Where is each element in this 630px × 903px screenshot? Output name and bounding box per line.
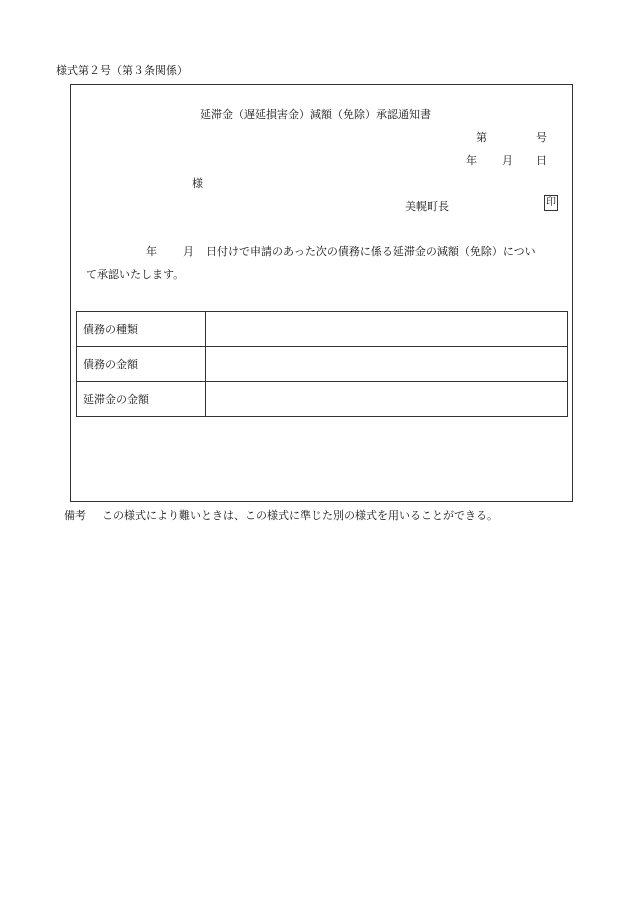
body-year-label: 年: [146, 245, 157, 258]
date-day-label: 日: [536, 154, 547, 167]
late-fee-amount-value: [206, 382, 568, 417]
seal-mark: 印: [544, 195, 558, 211]
form-frame: [70, 84, 573, 502]
date-year-label: 年: [466, 154, 477, 167]
issuer-name: 美幌町長: [405, 200, 449, 213]
document-number-label: 第: [476, 131, 487, 144]
debt-amount-value: [206, 347, 568, 382]
table-row: [77, 347, 568, 382]
date-month-label: 月: [502, 154, 513, 167]
debt-type-label: 債務の種類: [77, 312, 206, 347]
debt-amount-label: 債務の金額: [77, 347, 206, 382]
form-number-label: 様式第２号（第３条関係）: [56, 64, 188, 77]
body-text-line2: て承認いたします。: [86, 268, 185, 281]
debt-detail-table: [76, 311, 568, 417]
table-row: [77, 382, 568, 417]
document-title: 延滞金（遅延損害金）減額（免除）承認通知書: [200, 108, 431, 121]
addressee-suffix: 様: [192, 177, 203, 190]
table-row: [77, 312, 568, 347]
document-number-suffix: 号: [536, 131, 547, 144]
body-month-label: 月: [183, 245, 194, 258]
late-fee-amount-label: 延滞金の金額: [77, 382, 206, 417]
body-text-line1: 日付けで申請のあった次の債務に係る延滞金の減額（免除）につい: [206, 245, 536, 258]
remark-text: この様式により難いときは、この様式に準じた別の様式を用いることができる。: [102, 509, 498, 522]
debt-type-value: [206, 312, 568, 347]
remark-label: 備考: [64, 509, 86, 522]
